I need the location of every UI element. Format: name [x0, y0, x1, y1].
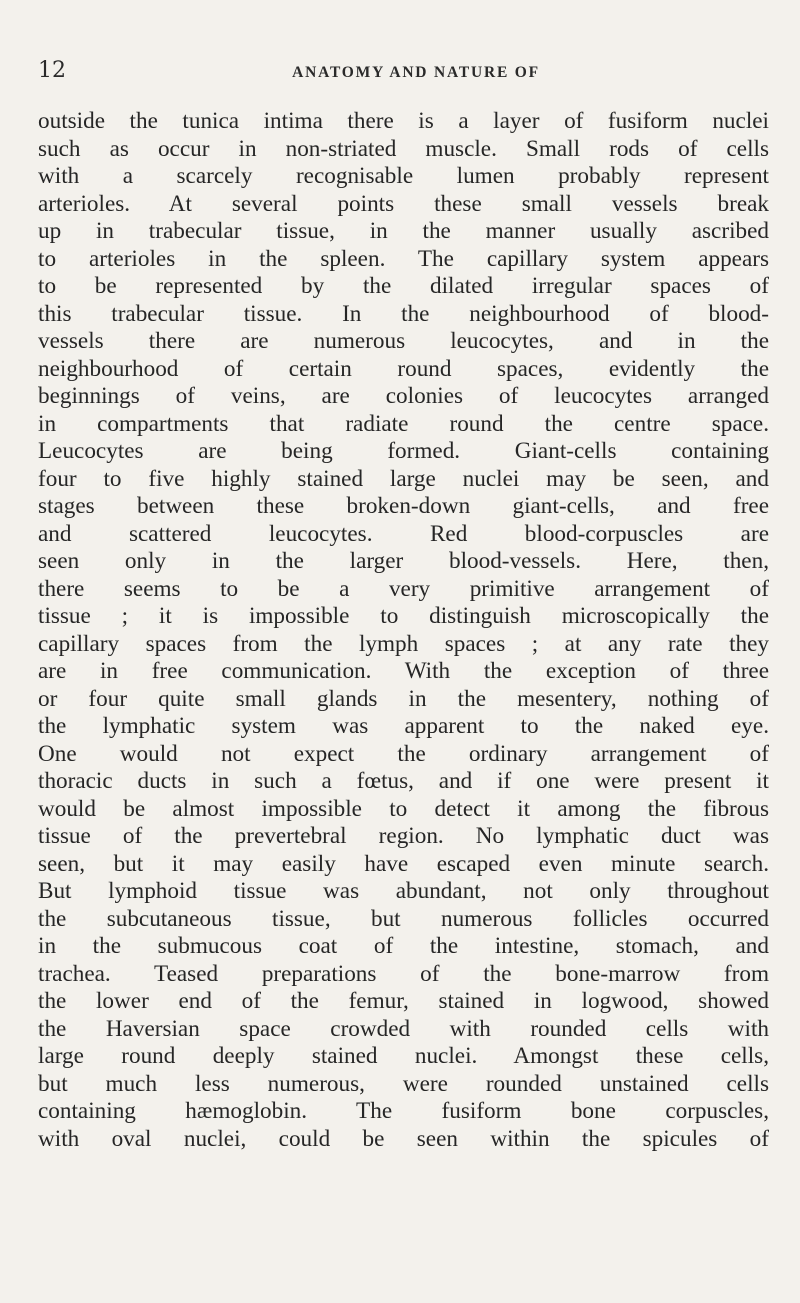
text-line: with oval nuclei, could be seen within the spicules of [38, 1125, 769, 1152]
text-line: thoracic ducts in such a fœtus, and if one were present it [38, 768, 769, 794]
running-head: ANATOMY AND NATURE OF [292, 64, 540, 81]
text-line: the Haversian space crowded with rounded cells with [38, 1015, 769, 1042]
text-line: but much less numerous, were rounded unstained cells [38, 1070, 769, 1097]
text-line: such as occur in non-striated muscle. Small rods of cells [38, 135, 769, 162]
text-line: the subcutaneous tissue, but numerous follicles occurred [38, 905, 769, 932]
text-line: are in free communication. With the exception of three [38, 658, 769, 684]
text-line: the lymphatic system was apparent to the naked eye. [38, 713, 769, 739]
text-line: seen, but it may easily have escaped even minute search. [38, 850, 769, 877]
text-line: tissue ; it is impossible to distinguish microscopically the [38, 603, 769, 629]
text-line: to arterioles in the spleen. The capillary system appears [38, 245, 769, 272]
text-line: would be almost impossible to detect it among the fibrous [38, 795, 769, 822]
text-line: outside the tunica intima there is a layer of fusiform nuclei [38, 108, 769, 134]
text-line: But lymphoid tissue was abundant, not only throughout [38, 878, 769, 904]
text-line: four to five highly stained large nuclei may be seen, and [38, 465, 769, 492]
text-line: stages between these broken-down giant-cells, and free [38, 493, 769, 519]
text-line: with a scarcely recognisable lumen probably represent [38, 163, 769, 189]
text-line: and scattered leucocytes. Red blood-corpuscles are [38, 520, 769, 547]
text-line: capillary spaces from the lymph spaces ; at any rate they [38, 630, 769, 657]
text-line: this trabecular tissue. In the neighbourhood of blood- [38, 300, 769, 327]
text-line: vessels there are numerous leucocytes, and in the [38, 328, 769, 354]
text-line: beginnings of veins, are colonies of leucocytes arranged [38, 383, 769, 409]
text-line: to be represented by the dilated irregular spaces of [38, 273, 769, 299]
text-line: neighbourhood of certain round spaces, evidently the [38, 355, 769, 382]
text-line: in compartments that radiate round the centre space. [38, 410, 769, 437]
text-line: in the submucous coat of the intestine, stomach, and [38, 933, 769, 959]
text-line: up in trabecular tissue, in the manner usually ascribed [38, 218, 769, 244]
text-line: or four quite small glands in the mesentery, nothing of [38, 685, 769, 712]
page-number: 12 [38, 58, 66, 83]
body-paragraph [38, 108, 769, 1153]
text-line: Leucocytes are being formed. Giant-cells containing [38, 438, 769, 464]
text-line: containing hæmoglobin. The fusiform bone corpuscles, [38, 1098, 769, 1124]
text-line: arterioles. At several points these small vessels break [38, 190, 769, 217]
text-line: tissue of the prevertebral region. No lymphatic duct was [38, 823, 769, 849]
text-line: large round deeply stained nuclei. Amongst these cells, [38, 1043, 769, 1069]
text-line: seen only in the larger blood-vessels. Here, then, [38, 548, 769, 574]
text-line: trachea. Teased preparations of the bone-marrow from [38, 960, 769, 987]
text-line: One would not expect the ordinary arrangement of [38, 740, 769, 767]
text-line: there seems to be a very primitive arrangement of [38, 575, 769, 602]
text-line: the lower end of the femur, stained in logwood, showed [38, 988, 769, 1014]
